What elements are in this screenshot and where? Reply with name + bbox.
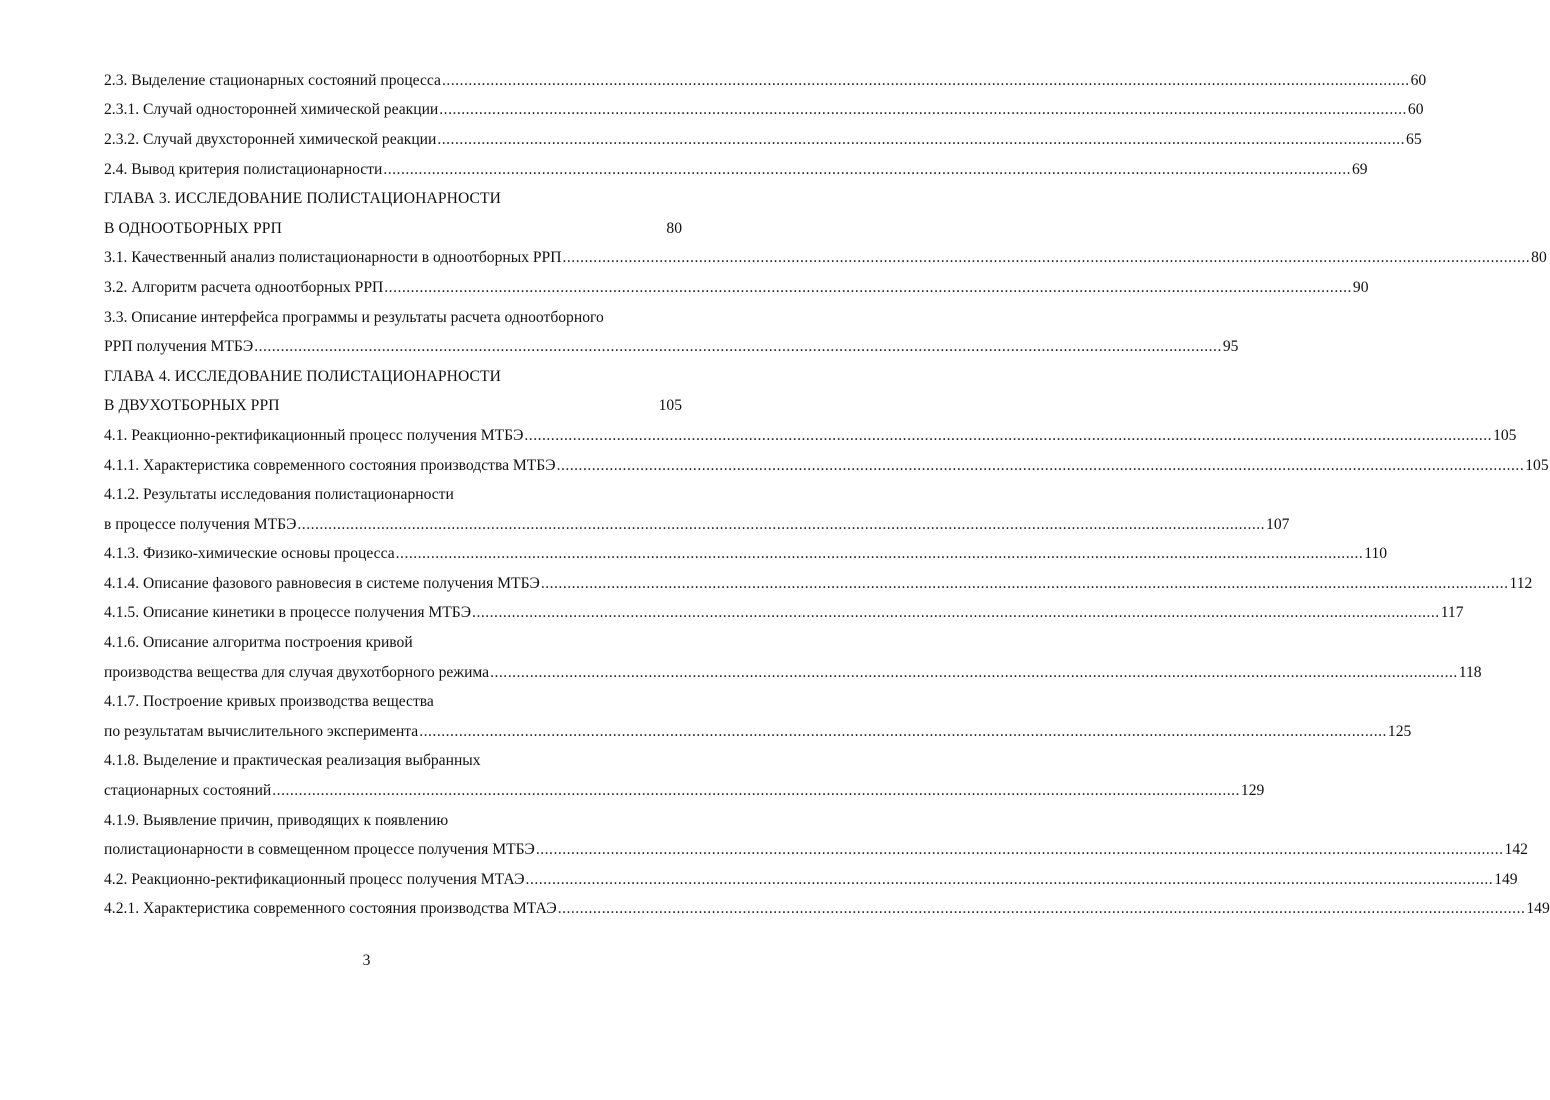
toc-entry (104, 96, 1424, 126)
dot-leader: ............................................................................................................................................................................................................................ (383, 160, 1351, 178)
toc-entry-title: 4.1.5. Описание кинетики в процессе получения МТБЭ (104, 604, 472, 622)
toc-entry (104, 125, 1422, 155)
toc-entry-title: В ДВУХОТБОРНЫХ РРП (104, 397, 280, 415)
dot-leader: ............................................................................................................................................................................................................................ (472, 604, 1440, 622)
toc-entry (104, 599, 1464, 629)
toc-page-number: 105 (658, 397, 682, 415)
toc-entry (104, 480, 682, 510)
toc-entry-title: полистационарности в совмещенном процессе получения МТБЭ (104, 841, 535, 859)
toc-page-number: 112 (1509, 574, 1533, 592)
toc-entry-title: по результатам вычислительного эксперимента (104, 722, 419, 740)
toc-page-number: 105 (1493, 426, 1517, 444)
dot-leader: ............................................................................................................................................................................................................................ (562, 249, 1531, 267)
toc-entry-title: 2.3.2. Случай двухсторонней химической реакции (104, 130, 437, 148)
toc-page-number: 125 (1387, 722, 1412, 740)
table-of-contents (104, 66, 1550, 924)
toc-page-number: 110 (1364, 545, 1388, 563)
toc-entry (104, 747, 682, 777)
toc-entry (104, 303, 682, 333)
dot-leader: ............................................................................................................................................................................................................................ (524, 426, 1493, 444)
toc-page-number: 60 (1410, 71, 1427, 89)
toc-entry-title: РРП получения МТБЭ (104, 338, 254, 356)
toc-entry-title: 4.1.8. Выделение и практическая реализация выбранных (104, 752, 481, 770)
toc-entry (104, 569, 1533, 599)
toc-page-number: 60 (1407, 101, 1424, 119)
dot-leader: ............................................................................................................................................................................................................................ (441, 71, 1410, 89)
toc-entry-title: в процессе получения МТБЭ (104, 515, 297, 533)
toc-entry-title: 4.2.1. Характеристика современного состояния производства МТАЭ (104, 900, 557, 918)
toc-page-number: 129 (1240, 782, 1265, 800)
dot-leader: ............................................................................................................................................................................................................................ (439, 101, 1407, 119)
dot-leader: ............................................................................................................................................................................................................................ (395, 545, 1364, 563)
dot-leader: ............................................................................................................................................................................................................................ (437, 130, 1406, 148)
toc-page-number: 117 (1440, 604, 1464, 622)
toc-entry-title: 3.1. Качественный анализ полистационарности в одноотборных РРП (104, 249, 562, 267)
toc-page-number: 149 (1494, 870, 1518, 888)
dot-leader: ............................................................................................................................................................................................................................ (297, 515, 1266, 533)
toc-entry-title: 3.2. Алгоритм расчета одноотборных РРП (104, 278, 384, 296)
toc-entry (104, 273, 1369, 303)
toc-entry-title: производства вещества для случая двухотборного режима (104, 663, 490, 681)
toc-entry (104, 155, 1368, 185)
toc-page-number: 80 (1531, 249, 1547, 267)
toc-entry (104, 628, 682, 658)
toc-entry (104, 332, 1239, 362)
dot-leader: ............................................................................................................................................................................................................................ (254, 338, 1222, 356)
dot-leader: ............................................................................................................................................................................................................................ (556, 456, 1525, 474)
toc-entry (104, 658, 1482, 688)
toc-entry-title: 4.1.7. Построение кривых производства вещества (104, 693, 434, 711)
toc-entry-title: стационарных состояний (104, 782, 272, 800)
toc-entry-title: ГЛАВА 3. ИССЛЕДОВАНИЕ ПОЛИСТАЦИОНАРНОСТИ (104, 190, 502, 208)
toc-entry-title: 2.4. Вывод критерия полистационарности (104, 160, 383, 178)
toc-chapter-heading (104, 214, 682, 244)
toc-entry-title: 4.1.4. Описание фазового равновесия в системе получения МТБЭ (104, 574, 540, 592)
dot-leader: ............................................................................................................................................................................................................................ (384, 278, 1352, 296)
dot-leader: ............................................................................................................................................................................................................................ (490, 663, 1458, 681)
toc-page-number: 65 (1406, 130, 1422, 148)
toc-entry (104, 421, 1517, 451)
toc-entry-title: 2.3.1. Случай односторонней химической реакции (104, 101, 439, 119)
dot-leader: ............................................................................................................................................................................................................................ (272, 782, 1240, 800)
toc-chapter-heading (104, 392, 682, 422)
toc-entry (104, 66, 1427, 96)
toc-entry-title: 4.1.6. Описание алгоритма построения кривой (104, 634, 413, 652)
toc-page-number: 69 (1352, 160, 1368, 178)
toc-entry-title: 4.1.9. Выявление причин, приводящих к появлению (104, 811, 449, 829)
dot-leader: ............................................................................................................................................................................................................................ (525, 870, 1494, 888)
toc-entry-title: 4.2. Реакционно-ректификационный процесс получения МТАЭ (104, 870, 525, 888)
toc-page-number: 142 (1504, 841, 1528, 859)
page-number: 3 (362, 952, 371, 969)
toc-entry-title: 4.1.1. Характеристика современного состояния производства МТБЭ (104, 456, 556, 474)
toc-entry (104, 717, 1412, 747)
dot-leader: ............................................................................................................................................................................................................................ (419, 722, 1387, 740)
toc-entry (104, 895, 1550, 925)
toc-page-number: 149 (1526, 900, 1550, 918)
toc-entry-title: В ОДНООТБОРНЫХ РРП (104, 219, 282, 237)
toc-entry (104, 451, 1549, 481)
toc-page-number: 95 (1222, 338, 1239, 356)
toc-entry (104, 244, 1547, 274)
toc-page-number: 105 (1525, 456, 1549, 474)
toc-entry (104, 540, 1388, 570)
toc-entry (104, 776, 1265, 806)
toc-chapter-heading (104, 362, 682, 392)
toc-entry (104, 687, 682, 717)
toc-entry-title: 4.1.2. Результаты исследования полистационарности (104, 486, 454, 504)
toc-entry-title: 4.1. Реакционно-ректификационный процесс получения МТБЭ (104, 426, 524, 444)
toc-chapter-heading (104, 184, 682, 214)
toc-entry (104, 510, 1290, 540)
toc-page-number: 80 (666, 219, 682, 237)
toc-entry (104, 806, 682, 836)
toc-entry (104, 835, 1528, 865)
toc-entry-title: ГЛАВА 4. ИССЛЕДОВАНИЕ ПОЛИСТАЦИОНАРНОСТИ (104, 367, 502, 385)
dot-leader: ............................................................................................................................................................................................................................ (535, 841, 1504, 859)
dot-leader: ............................................................................................................................................................................................................................ (540, 574, 1509, 592)
dot-leader: ............................................................................................................................................................................................................................ (557, 900, 1526, 918)
toc-page-number: 90 (1352, 278, 1369, 296)
toc-entry (104, 865, 1518, 895)
toc-entry-title: 4.1.3. Физико-химические основы процесса (104, 545, 395, 563)
toc-entry-title: 2.3. Выделение стационарных состояний процесса (104, 71, 441, 89)
toc-page-number: 107 (1266, 515, 1290, 533)
toc-page-number: 118 (1458, 663, 1482, 681)
toc-entry-title: 3.3. Описание интерфейса программы и результаты расчета одноотборного (104, 308, 604, 326)
